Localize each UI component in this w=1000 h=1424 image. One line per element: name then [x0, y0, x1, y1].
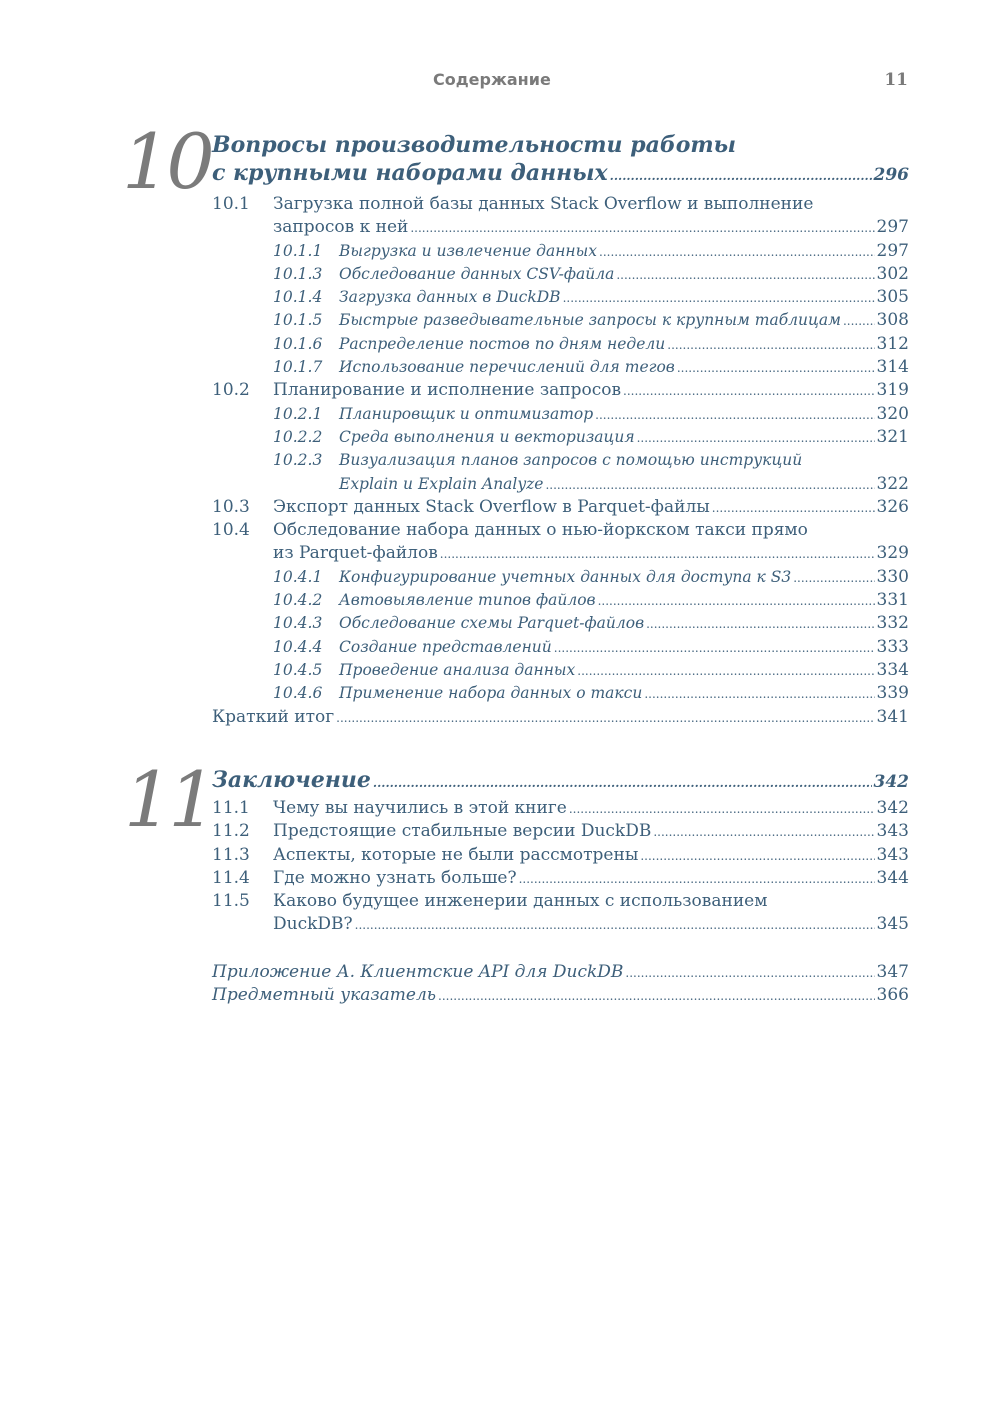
toc-entry-11-5-cont[interactable]: DuckDB? ..... 345 — [212, 913, 909, 936]
toc-entry-10-4-5[interactable]: 10.4.5 Проведение анализа данных ..... 334 — [212, 659, 909, 682]
toc-entry-10-1-3[interactable]: 10.1.3 Обследование данных CSV-файла ..... 302 — [212, 263, 909, 286]
toc-entry-10-2-1[interactable]: 10.2.1 Планировщик и оптимизатор ..... 320 — [212, 403, 909, 426]
toc-entry-10-4-6[interactable]: 10.4.6 Применение набора данных о такси ..... 339 — [212, 682, 909, 705]
toc-entry-10-4[interactable]: 10.4 Обследование набора данных о нью-йоркском такси прямо — [212, 520, 808, 541]
page-number: 11 — [884, 70, 908, 90]
toc-entry-10-2-2[interactable]: 10.2.2 Среда выполнения и векторизация ..... 321 — [212, 426, 909, 449]
toc-entry-10-2[interactable]: 10.2 Планирование и исполнение запросов ..... 319 — [212, 379, 909, 402]
toc-entry-10-4-1[interactable]: 10.4.1 Конфигурирование учетных данных для доступа к S3 ..... 330 — [212, 566, 909, 589]
toc-entry-10-4-2[interactable]: 10.4.2 Автовыявление типов файлов ..... 331 — [212, 589, 909, 612]
toc-entry-10-4-cont[interactable]: из Parquet-файлов ..... 329 — [212, 542, 909, 565]
chapter-10-title-line1[interactable]: Вопросы производительности работы — [212, 132, 737, 158]
toc-entry-11-3[interactable]: 11.3 Аспекты, которые не были рассмотрены ..... 343 — [212, 844, 909, 867]
toc-entry-11-2[interactable]: 11.2 Предстоящие стабильные версии DuckDB ..... 343 — [212, 820, 909, 843]
toc-entry-10-1[interactable]: 10.1 Загрузка полной базы данных Stack Overflow и выполнение — [212, 194, 814, 214]
toc-entry-10-1-cont[interactable]: запросов к ней ..... 297 — [212, 216, 909, 239]
toc-entry-11-1[interactable]: 11.1 Чему вы научились в этой книге ..... 342 — [212, 797, 909, 820]
toc-entry-10-1-7[interactable]: 10.1.7 Использование перечислений для тегов ..... 314 — [212, 356, 909, 379]
running-title: Содержание — [433, 70, 551, 89]
toc-entry-10-4-4[interactable]: 10.4.4 Создание представлений ..... 333 — [212, 636, 909, 659]
chapter-10-block — [212, 131, 909, 729]
toc-entry-10-2-3-cont[interactable]: Explain и Explain Analyze ..... 322 — [212, 473, 909, 496]
toc-entry-11-4[interactable]: 11.4 Где можно узнать больше? ..... 344 — [212, 867, 909, 890]
chapter-11-title[interactable]: Заключение ..... 342 — [212, 766, 909, 794]
chapter-10-number: 10 — [122, 117, 211, 206]
toc-entry-10-1-1[interactable]: 10.1.1 Выгрузка и извлечение данных ..... 297 — [212, 240, 909, 263]
chapter-10-title-line2[interactable]: с крупными наборами данных ..... 296 — [212, 159, 909, 187]
toc-entry-10-1-5[interactable]: 10.1.5 Быстрые разведывательные запросы к крупным таблицам ..... 308 — [212, 309, 909, 332]
toc-entry-10-4-3[interactable]: 10.4.3 Обследование схемы Parquet-файлов ..... 332 — [212, 612, 909, 635]
toc-entry-10-summary[interactable]: Краткий итог ..... 341 — [212, 706, 909, 729]
toc-entry-index[interactable]: Предметный указатель ..... 366 — [212, 984, 909, 1007]
toc-entry-10-1-6[interactable]: 10.1.6 Распределение постов по дням недели ..... 312 — [212, 333, 909, 356]
chapter-11-number: 11 — [124, 755, 213, 844]
toc-entry-10-3[interactable]: 10.3 Экспорт данных Stack Overflow в Parquet-файлы ..... 326 — [212, 496, 909, 519]
running-header — [0, 70, 1000, 94]
chapter-11-block — [212, 766, 909, 1007]
toc-entry-11-5[interactable]: 11.5 Каково будущее инженерии данных с использованием — [212, 891, 768, 912]
toc-entry-appendix-a[interactable]: Приложение А. Клиентские API для DuckDB ..... 347 — [212, 961, 909, 984]
toc-entry-10-1-4[interactable]: 10.1.4 Загрузка данных в DuckDB ..... 305 — [212, 286, 909, 309]
leader-dots — [610, 162, 872, 190]
toc-entry-10-2-3[interactable]: 10.2.3 Визуализация планов запросов с помощью инструкций — [273, 451, 803, 470]
